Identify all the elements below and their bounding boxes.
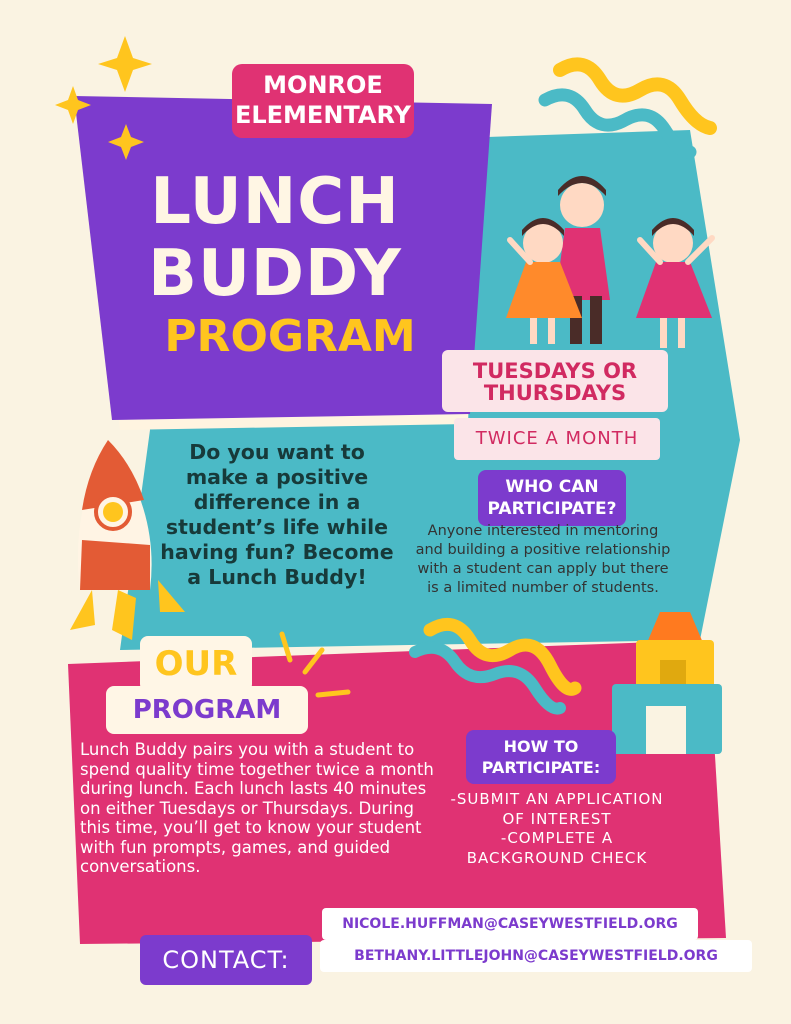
sparkle-icon bbox=[98, 36, 152, 92]
how-label-line1: HOW TO bbox=[503, 737, 579, 756]
title-line2: BUDDY bbox=[148, 237, 402, 311]
schedule-days-line1: TUESDAYS OR bbox=[472, 359, 638, 383]
who-label-line1: WHO CAN bbox=[505, 477, 599, 497]
schedule-days bbox=[442, 350, 668, 412]
title-line3: PROGRAM bbox=[164, 311, 416, 362]
step1-line2: OF INTEREST bbox=[502, 809, 612, 828]
how-to-participate-label bbox=[466, 730, 616, 784]
burst-line bbox=[318, 692, 348, 695]
intro-question: Do you want to make a positive difference in a student’s life while having fun? Become a Lunch Buddy! bbox=[160, 440, 394, 589]
program-label: PROGRAM bbox=[106, 686, 308, 734]
school-name-badge bbox=[232, 64, 414, 138]
how-label-line2: PARTICIPATE: bbox=[481, 758, 601, 777]
schedule-days-line2: THURSDAYS bbox=[483, 381, 627, 405]
school-name-line2: ELEMENTARY bbox=[234, 101, 412, 129]
participation-steps bbox=[432, 790, 682, 868]
step2-line1: -COMPLETE A bbox=[500, 829, 614, 847]
step2-line2: BACKGROUND CHECK bbox=[466, 848, 648, 867]
school-name-line1: MONROE bbox=[263, 71, 383, 99]
contact-label: CONTACT: bbox=[140, 935, 312, 985]
who-label-line2: PARTICIPATE? bbox=[487, 499, 617, 519]
schedule-frequency: TWICE A MONTH bbox=[454, 418, 660, 460]
contact-email-nicole[interactable]: NICOLE.HUFFMAN@CASEYWESTFIELD.ORG bbox=[322, 908, 698, 940]
who-can-participate-text: Anyone interested in mentoring and building a positive relationship with a student can apply but there is a limited number of students. bbox=[415, 523, 671, 596]
program-title bbox=[100, 166, 450, 310]
program-description: Lunch Buddy pairs you with a student to spend quality time together twice a month during lunch. Each lunch lasts 40 minutes on either Tuesdays or Thursdays. During this time, you’ll get to know your student with fun prompts, games, and guided conversations. bbox=[80, 740, 434, 876]
contact-email-bethany[interactable]: BETHANY.LITTLEJOHN@CASEYWESTFIELD.ORG bbox=[320, 940, 752, 972]
title-line1: LUNCH bbox=[150, 165, 400, 239]
who-can-participate-label bbox=[478, 470, 626, 526]
our-label: OUR bbox=[140, 636, 252, 692]
step1-line1: -SUBMIT AN APPLICATION bbox=[450, 790, 664, 808]
